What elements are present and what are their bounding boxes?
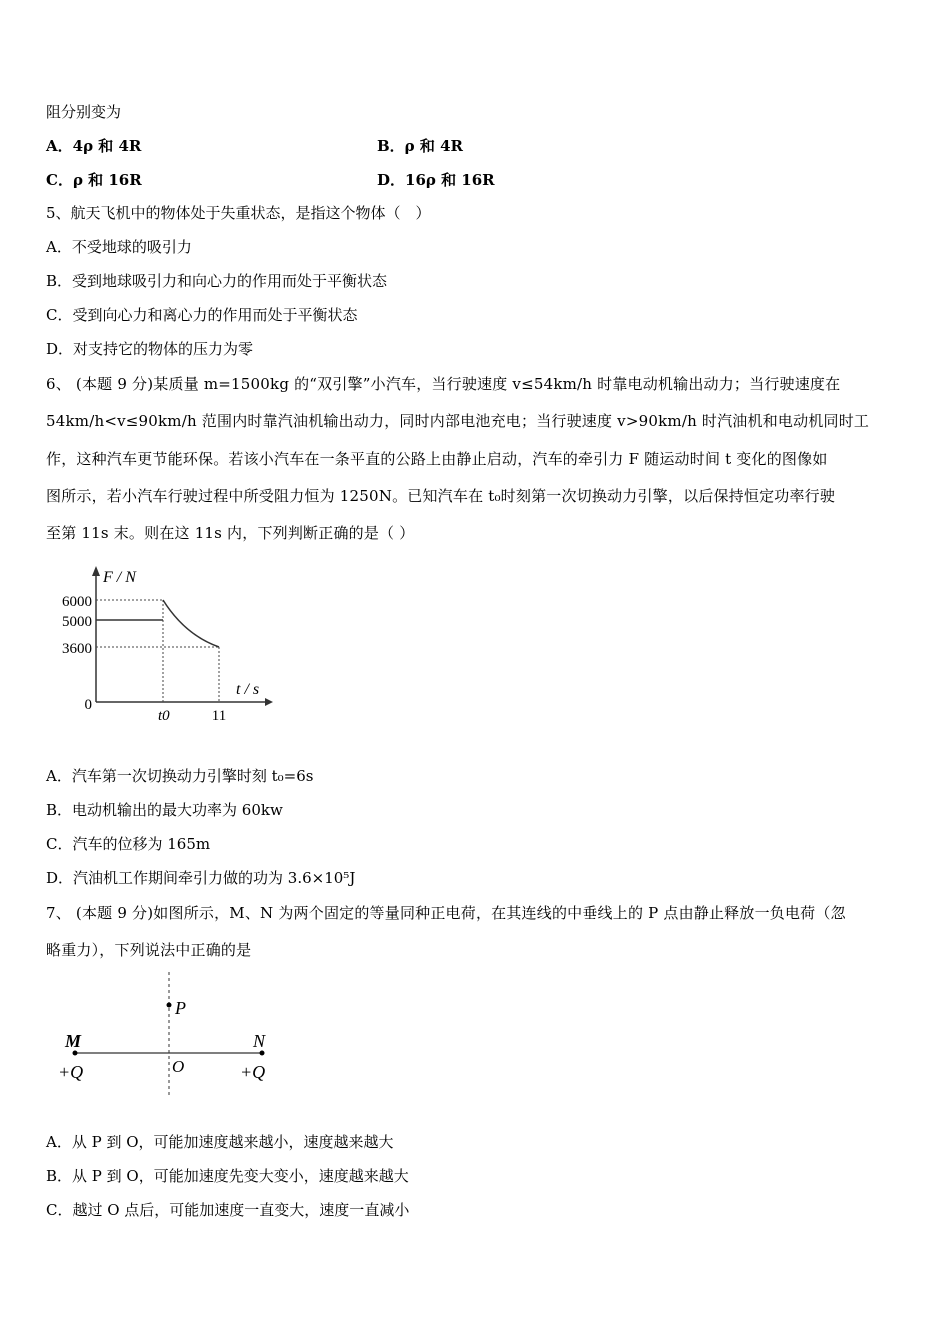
t-axis-arrow-icon: [265, 698, 273, 706]
q5-option-c: C．受到向心力和离心力的作用而处于平衡状态: [46, 306, 358, 324]
charge-m-dot: [73, 1051, 78, 1056]
q4-option-d: D．16ρ 和 16R: [377, 171, 495, 189]
label-n: N: [253, 1031, 266, 1051]
label-p: P: [175, 998, 186, 1018]
q4-option-c: C．ρ 和 16R: [46, 171, 142, 189]
q6-stem-line: 作，这种汽车更节能环保。若该小汽车在一条平直的公路上由静止启动，汽车的牵引力 F 随运动时间 t 变化的图像如: [46, 450, 828, 468]
q6-stem-line: 至第 11s 末。则在这 11s 内，下列判断正确的是（ ）: [46, 524, 415, 542]
q7-option-b: B．从 P 到 O，可能加速度先变大变小，速度越来越大: [46, 1167, 409, 1185]
point-p-dot: [167, 1003, 172, 1008]
y-tick: 0: [84, 697, 92, 713]
q7-stem-line: 7、 (本题 9 分)如图所示，M、N 为两个固定的等量同种正电荷，在其连线的中垂线上的 P 点由静止释放一负电荷（忽: [46, 904, 846, 922]
q6-stem-line: 54km/h<v≤90km/h 范围内时靠汽油机输出动力，同时内部电池充电；当行驶速度 v>90km/h 时汽油机和电动机同时工: [46, 412, 870, 430]
q6-option-d: D．汽油机工作期间牵引力做的功为 3.6×10⁵J: [46, 869, 356, 887]
q4-option-a: A．4ρ 和 4R: [46, 137, 142, 155]
q6-stem-line: 6、 (本题 9 分)某质量 m=1500kg 的“双引擎”小汽车，当行驶速度 v≤54km/h 时靠电动机输出动力；当行驶速度在: [46, 375, 841, 393]
q7-option-c: C．越过 O 点后，可能加速度一直变大，速度一直减小: [46, 1201, 410, 1219]
label-o: O: [172, 1057, 185, 1076]
y-tick: 6000: [62, 594, 92, 610]
q7-stem-line: 略重力），下列说法中正确的是: [46, 941, 252, 959]
x-tick-t0: t0: [158, 708, 170, 724]
q5-option-d: D．对支持它的物体的压力为零: [46, 340, 254, 358]
q5-stem: 5、航天飞机中的物体处于失重状态，是指这个物体（ ）: [46, 204, 431, 222]
q6-stem-line: 图所示，若小汽车行驶过程中所受阻力恒为 1250N。已知汽车在 t₀时刻第一次切换动力引擎，以后保持恒定功率行驶: [46, 487, 836, 505]
y-axis-label: F / N: [103, 569, 136, 586]
q6-option-a: A．汽车第一次切换动力引擎时刻 t₀=6s: [46, 767, 314, 785]
q4-option-b: B．ρ 和 4R: [377, 137, 464, 155]
label-m: M: [65, 1031, 82, 1051]
q4-stem-tail: 阻分别变为: [46, 103, 122, 121]
x-axis-label: t / s: [236, 681, 260, 698]
charge-n-dot: [260, 1051, 265, 1056]
label-charge-m: +Q: [58, 1062, 84, 1082]
q6-option-b: B．电动机输出的最大功率为 60kw: [46, 801, 283, 819]
f-axis-arrow-icon: [92, 566, 100, 576]
y-tick: 3600: [62, 641, 92, 657]
q6-option-c: C．汽车的位移为 165m: [46, 835, 211, 853]
y-tick: 5000: [62, 614, 92, 630]
q5-option-a: A．不受地球的吸引力: [46, 238, 192, 256]
label-charge-n: +Q: [240, 1062, 266, 1082]
f-decay-curve: [163, 600, 219, 647]
force-time-graph: [40, 560, 280, 730]
charges-diagram: [50, 970, 290, 1100]
q5-option-b: B．受到地球吸引力和向心力的作用而处于平衡状态: [46, 272, 388, 290]
q7-option-a: A．从 P 到 O，可能加速度越来越小，速度越来越大: [46, 1133, 394, 1151]
x-tick: 11: [211, 708, 227, 724]
